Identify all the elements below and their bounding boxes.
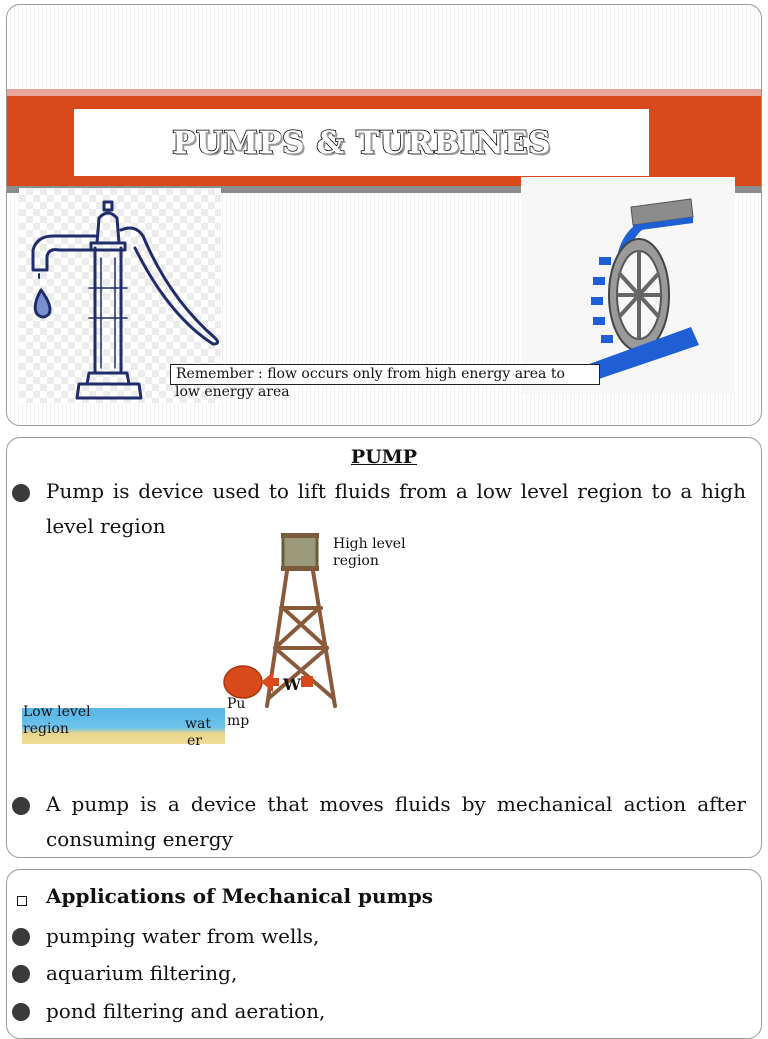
water-wheel-icon [521,177,735,394]
header-band-light [7,89,761,96]
checkbox-bullet-icon [17,896,27,906]
low-level-label: Low level [23,704,91,720]
list-item: pond filtering and aeration, [46,999,326,1023]
high-level-label-2: region [333,553,379,569]
list-item: pumping water from wells, [46,924,320,948]
pump-mechanical-definition: A pump is a device that moves fluids by mechanical action after consuming energy [46,792,746,851]
slide-title: PUMPS & TURBINES [172,124,551,161]
low-level-label-2: region [23,721,69,737]
water-label: wat [185,716,211,732]
pump-label: Pu [227,696,246,712]
pump-diagram [7,528,427,758]
bullet-dot [12,484,30,502]
bullet-dot [12,965,30,983]
work-label: W [283,675,301,694]
applications-heading: Applications of Mechanical pumps [46,884,433,908]
bullet-dot [12,1003,30,1021]
water-label-2: er [187,733,202,749]
title-box [74,109,649,176]
water-wheel-image [521,177,735,394]
list-item: aquarium filtering, [46,961,238,985]
high-level-label: High level [333,536,406,552]
pump-definition: Pump is device used to lift fluids from a low level region to a high level region [46,479,746,538]
title-slide [6,4,762,426]
remember-note-line2: low energy area [175,384,290,400]
pump-slide [6,437,762,858]
remember-note: Remember : flow occurs only from high energy area to [170,364,600,385]
pump-label-2: mp [227,713,250,729]
bullet-dot [12,928,30,946]
bullet-dot [12,797,30,815]
applications-slide [6,869,762,1039]
pump-heading: PUMP [350,446,418,468]
